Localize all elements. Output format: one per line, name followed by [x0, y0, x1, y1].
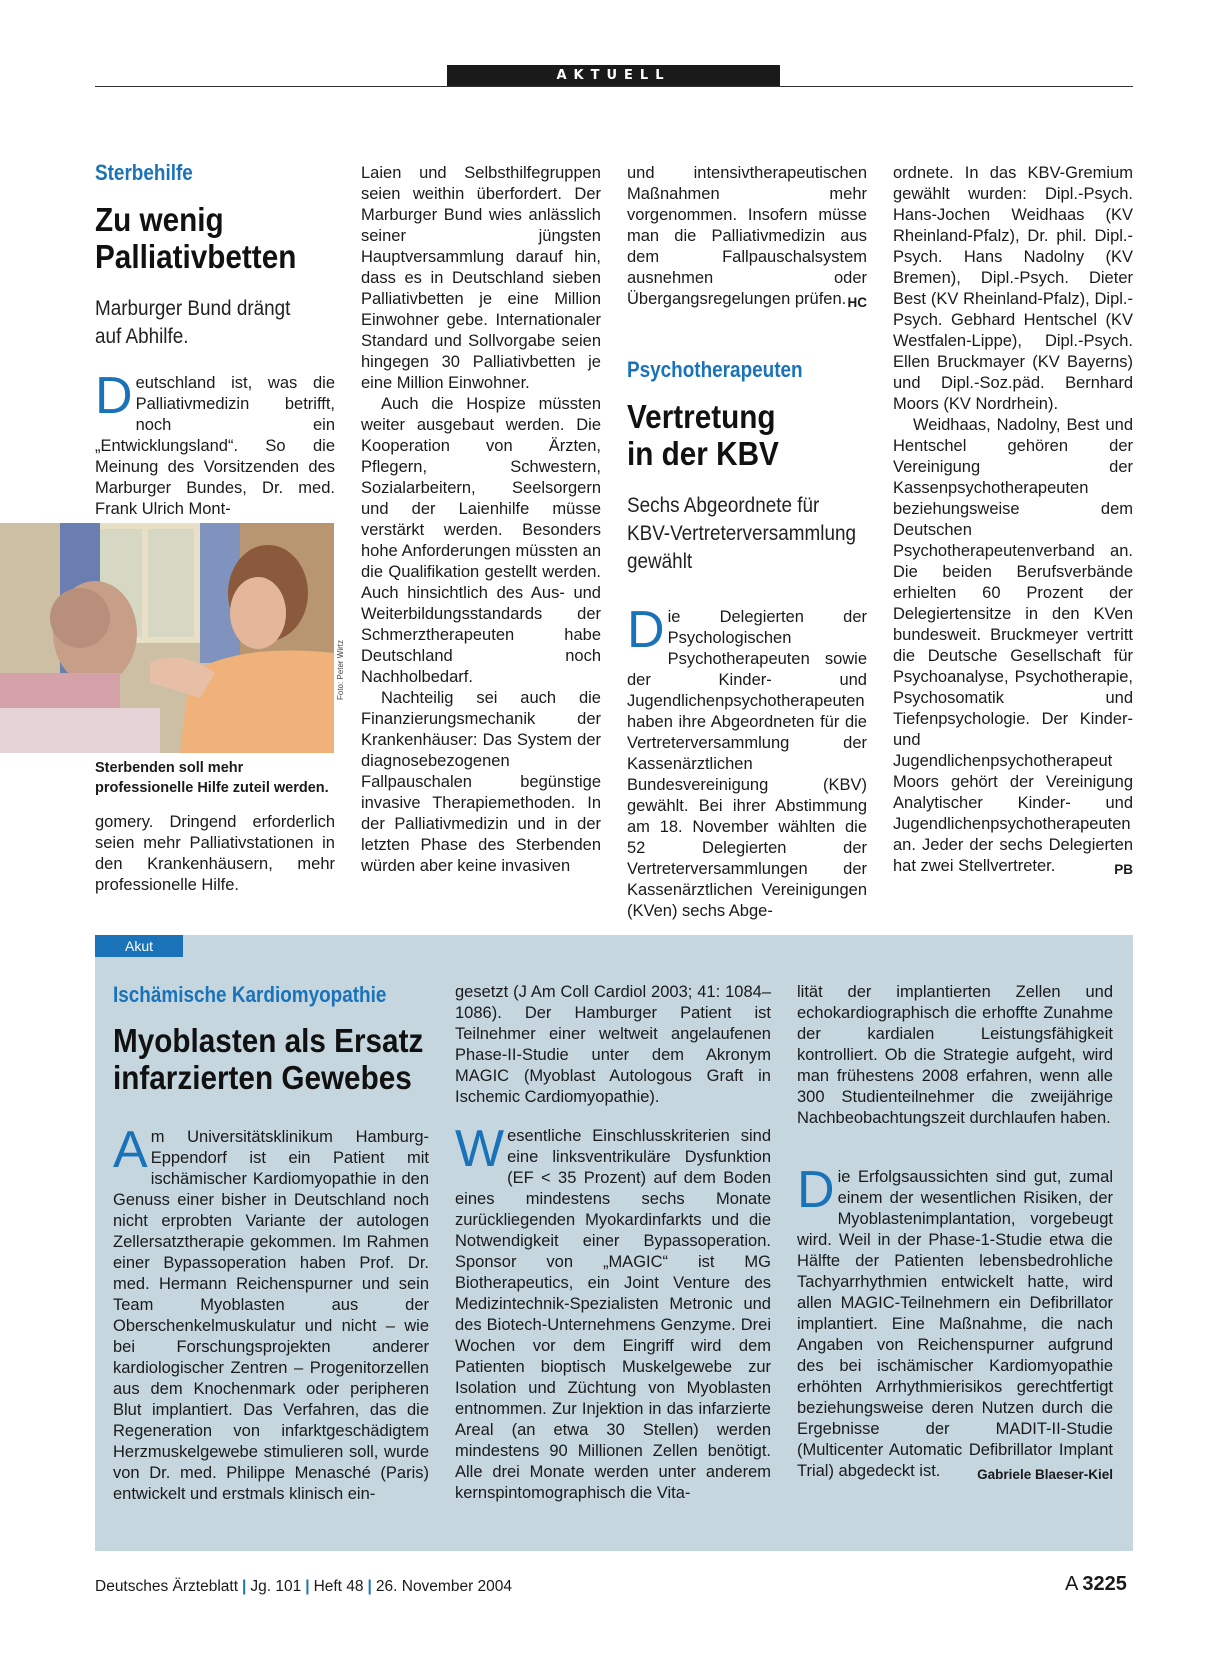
article2-col3-text: ie Delegierten der Psychologischen Psychotherapeuten sowie der Kinder- und Jugendlichenpsychotherapeuten haben ihre Abgeordneten für die Vertreterversammlung der Kassenärztlichen Bundesvereinigung (KBV) gewählt. Bei ihrer Abstimmung am 18. November wählten die 52 Delegierten der Vertreterversammlungen der Kassenärztlichen Vereinigungen (KVen) sechs Abge- — [627, 608, 867, 920]
footer-citation: Deutsches Ärzteblatt | Jg. 101 | Heft 48 | 26. November 2004 — [95, 1578, 513, 1595]
footer-issue: Heft 48 — [313, 1578, 364, 1595]
article1-signature: HC — [847, 295, 867, 310]
footer-journal: Deutsches Ärzteblatt — [95, 1578, 239, 1595]
article3-col2 — [455, 982, 771, 1504]
article1-photo — [0, 523, 334, 753]
article3-dropcap-d: D — [797, 1161, 835, 1219]
photo-caption: Sterbenden soll mehr professionelle Hilfe zuteil werden. — [95, 760, 329, 796]
article2-headline — [627, 398, 861, 472]
article1-col1 — [95, 367, 335, 518]
article1-col1-continued — [95, 812, 335, 896]
article3-col1 — [113, 1121, 429, 1505]
article3-dropcap-w: W — [455, 1120, 505, 1178]
article1-col2 — [361, 163, 601, 899]
article3-headline — [113, 1022, 424, 1096]
article3-col3-p1: lität der implantierten Zellen und echokardiographisch die erhoffte Zunahme der kardialen Leistungsfähigkeit kontrolliert. Ob die Strategie aufgeht, wird man frühestens 2008 erfahren, wenn alle 300 Studienteilnehmer die zweijährige Nachbeobachtungszeit durchlaufen haben. — [797, 983, 1113, 1127]
article2-kicker: Psychotherapeuten — [627, 357, 803, 382]
article1-col3 — [627, 163, 867, 313]
article3-col2-p1: gesetzt (J Am Coll Cardiol 2003; 41: 1084–1086). Der Hamburger Patient ist Teilnehmer einer weltweit angelaufenen Phase-II-Studie unter dem Akronym MAGIC (Myoblast Autologous Graft in Ischemic Cardiomyopathie). — [455, 983, 771, 1106]
header-rule — [95, 86, 1133, 87]
article1-col2-p1: Laien und Selbsthilfegruppen seien weithin überfordert. Der Marburger Bund wies anlässlich seiner jüngsten Hauptversammlung darauf hin, dass es in Deutschland sieben Palliativbetten je eine Million Einwohner gebe. Internationaler Standard und Sollvorgabe seien hingegen 30 Palliativbetten je eine Million Einwohner. — [361, 164, 601, 392]
article1-kicker: Sterbehilfe — [95, 160, 193, 185]
article2-col3 — [627, 601, 867, 920]
section-label: AKTUELL — [447, 65, 780, 86]
article1-col1-text: eutschland ist, was die Palliativmedizin betrifft, noch ein „Entwicklungsland“. So die Meinung des Vorsitzenden des Marburger Bundes, Dr. med. Frank Ulrich Mont- — [95, 374, 335, 518]
article1-deck-line2: auf Abhilfe. — [95, 325, 189, 348]
footer-volume: Jg. 101 — [250, 1578, 302, 1595]
article1-col2-p2: Auch die Hospize müssten weiter ausgebaut werden. Die Kooperation von Ärzten, Pflegern, Schwestern, Sozialarbeitern, Seelsorgern und der Laienhilfe müsse verstärkt werden. Besonders hohe Anforderungen müssten an die Qualifikation gestellt werden. Auch hinsichtlich des Aus- und Weiterbildungsstandards der Schmerztherapeuten habe Deutschland noch Nachholbedarf. — [361, 395, 601, 686]
article3-kicker: Ischämische Kardiomyopathie — [113, 982, 387, 1007]
article2-col4 — [893, 163, 1133, 880]
article2-deck — [627, 492, 861, 576]
photo-credit: Foto: Peter Wirtz — [336, 639, 345, 700]
article3-dropcap-a: A — [113, 1121, 148, 1179]
article2-col4-p2: Weidhaas, Nadolny, Best und Hentschel gehören der Vereinigung der Kassenpsychotherapeuten beziehungsweise dem Deutschen Psychotherapeutenverband an. Die beiden Berufsverbände erhielten 60 Prozent der Delegiertensitze in den KVen bundesweit. Bruckmeyer vertritt die Deutsche Gesellschaft für Psychoanalyse, Psychotherapie, Psychosomatik und Tiefenpsychologie. Der Kinder- und Jugendlichenpsychotherapeut Moors gehört der Vereinigung Analytischer Kinder- und Jugendlichenpsychotherapeuten an. Jeder der sechs Delegierten hat zwei Stellvertreter. — [893, 416, 1133, 875]
article2-headline-line1: Vertretung — [627, 398, 776, 435]
article1-deck-line1: Marburger Bund drängt — [95, 297, 291, 320]
article2-deck-line1: Sechs Abgeordnete für — [627, 494, 820, 517]
page-number-value: 3225 — [1082, 1573, 1127, 1595]
article2-headline-line2: in der KBV — [627, 435, 779, 472]
article3-col2-p2: esentliche Einschlusskriterien sind eine linksventrikuläre Dysfunktion (EF < 35 Prozent) auf dem Boden eines mindestens sechs Monate zurückliegenden Myokardinfarkts und die Notwendigkeit einer Bypassoperation. Sponsor von „MAGIC“ ist MG Biotherapeutics, ein Joint Venture des Medizintechnik-Spezialisten Metronic und des Biotech-Unternehmens Genzyme. Drei Wochen vor dem Eingriff wird dem Patienten bioptisch Muskelgewebe zur Isolation und Züchtung von Myoblasten entnommen. Zur Injektion in das infarzierte Areal (an etwa 30 Stellen) werden mindestens 90 Millionen Zellen benötigt. Alle drei Monate werden unter anderem kernspintomographisch die Vita- — [455, 1127, 771, 1502]
akut-label: Akut — [95, 935, 183, 957]
article3-signature: Gabriele Blaeser-Kiel — [977, 1467, 1113, 1482]
article3-headline-line1: Myoblasten als Ersatz — [113, 1022, 424, 1059]
photo-illustration — [0, 523, 334, 753]
article3-col1-text: m Universitätsklinikum Hamburg-Eppendorf ist ein Patient mit ischämischer Kardiomyopathie in den Genuss einer bisher in Deutschland noch nicht erprobten Variante der autologen Zellersatztherapie gekommen. Im Rahmen einer Bypassoperation haben Prof. Dr. med. Hermann Reichenspurner und sein Team Myoblasten aus der Oberschenkelmuskulatur und nicht – wie bei Forschungsprojekten anderer kardiologischer Zentren – Progenitorzellen aus dem Knochenmark oder peripheren Blut implantiert. Das Verfahren, das die Regeneration von infarktgeschädigtem Herzmuskelgewebe stimulieren soll, wurde von Dr. med. Philippe Menasché (Paris) entwickelt und erstmals klinisch ein- — [113, 1128, 429, 1503]
article2-deck-line3: gewählt — [627, 550, 693, 573]
article2-signature: PB — [1114, 862, 1133, 877]
article1-col3-text: und intensivtherapeutischen Maßnahmen mehr vorgenommen. Insofern müsse man die Palliativmedizin aus dem Fallpauschalsystem ausnehmen oder Übergangsregelungen prüfen. — [627, 164, 867, 308]
article1-headline-line1: Zu wenig — [95, 201, 224, 238]
article2-deck-line2: KBV-Vertreterversammlung — [627, 522, 856, 545]
article3-headline-line2: infarzierten Gewebes — [113, 1059, 412, 1096]
article1-dropcap: D — [95, 367, 133, 425]
page-number — [1065, 1573, 1127, 1596]
article2-col4-p1: ordnete. In das KBV-Gremium gewählt wurden: Dipl.-Psych. Hans-Jochen Weidhaas (KV Rheinland-Pfalz), Dr. phil. Dipl.-Psych. Hans Nadolny (KV Bremen), Dipl.-Psych. Dieter Best (KV Rheinland-Pfalz), Dipl.-Psych. Gebhard Hentschel (KV Westfalen-Lippe), Dipl.-Psych. Ellen Bruckmayer (KV Bayerns) und Dipl.-Soz.päd. Bernhard Moors (KV Nordrhein). — [893, 164, 1133, 413]
article1-deck — [95, 295, 329, 351]
article1-col2-p3: Nachteilig sei auch die Finanzierungsmechanik der Krankenhäuser: Das System der diagnosebezogenen Fallpauschalen begünstige invasive Therapiemethoden. In der Palliativmedizin und in der letzten Phase des Sterbenden würden aber keine invasiven — [361, 689, 601, 875]
footer-date: 26. November 2004 — [375, 1578, 513, 1595]
article1-headline — [95, 201, 347, 275]
article2-dropcap: D — [627, 601, 665, 659]
article1-headline-line2: Palliativbetten — [95, 238, 297, 275]
article3-col3 — [797, 982, 1113, 1485]
page-prefix: A — [1065, 1573, 1079, 1595]
article1-col1-cont-text: gomery. Dringend erforderlich seien mehr Palliativstationen in den Krankenhäusern, mehr professionelle Hilfe. — [95, 813, 335, 894]
article3-col3-p2: ie Erfolgsaussichten sind gut, zumal einem der wesentlichen Risiken, der Myoblastenimplantation, vorgebeugt wird. Weil in der Phase-1-Studie etwa die Hälfte der Patienten lebensbedrohliche Tachyarrhythmien entwickelt hatte, wird allen MAGIC-Teilnehmern ein Defibrillator implantiert. Eine Maßnahme, die nach Angaben von Reichenspurner aufgrund des bei ischämischer Kardiomyopathie erhöhten Arrhythmierisikos gerechtfertigt beziehungsweise deren Nutzen durch die Ergebnisse der MADIT-II-Studie (Multicenter Automatic Defibrillator Implant Trial) abgedeckt ist. — [797, 1168, 1113, 1480]
